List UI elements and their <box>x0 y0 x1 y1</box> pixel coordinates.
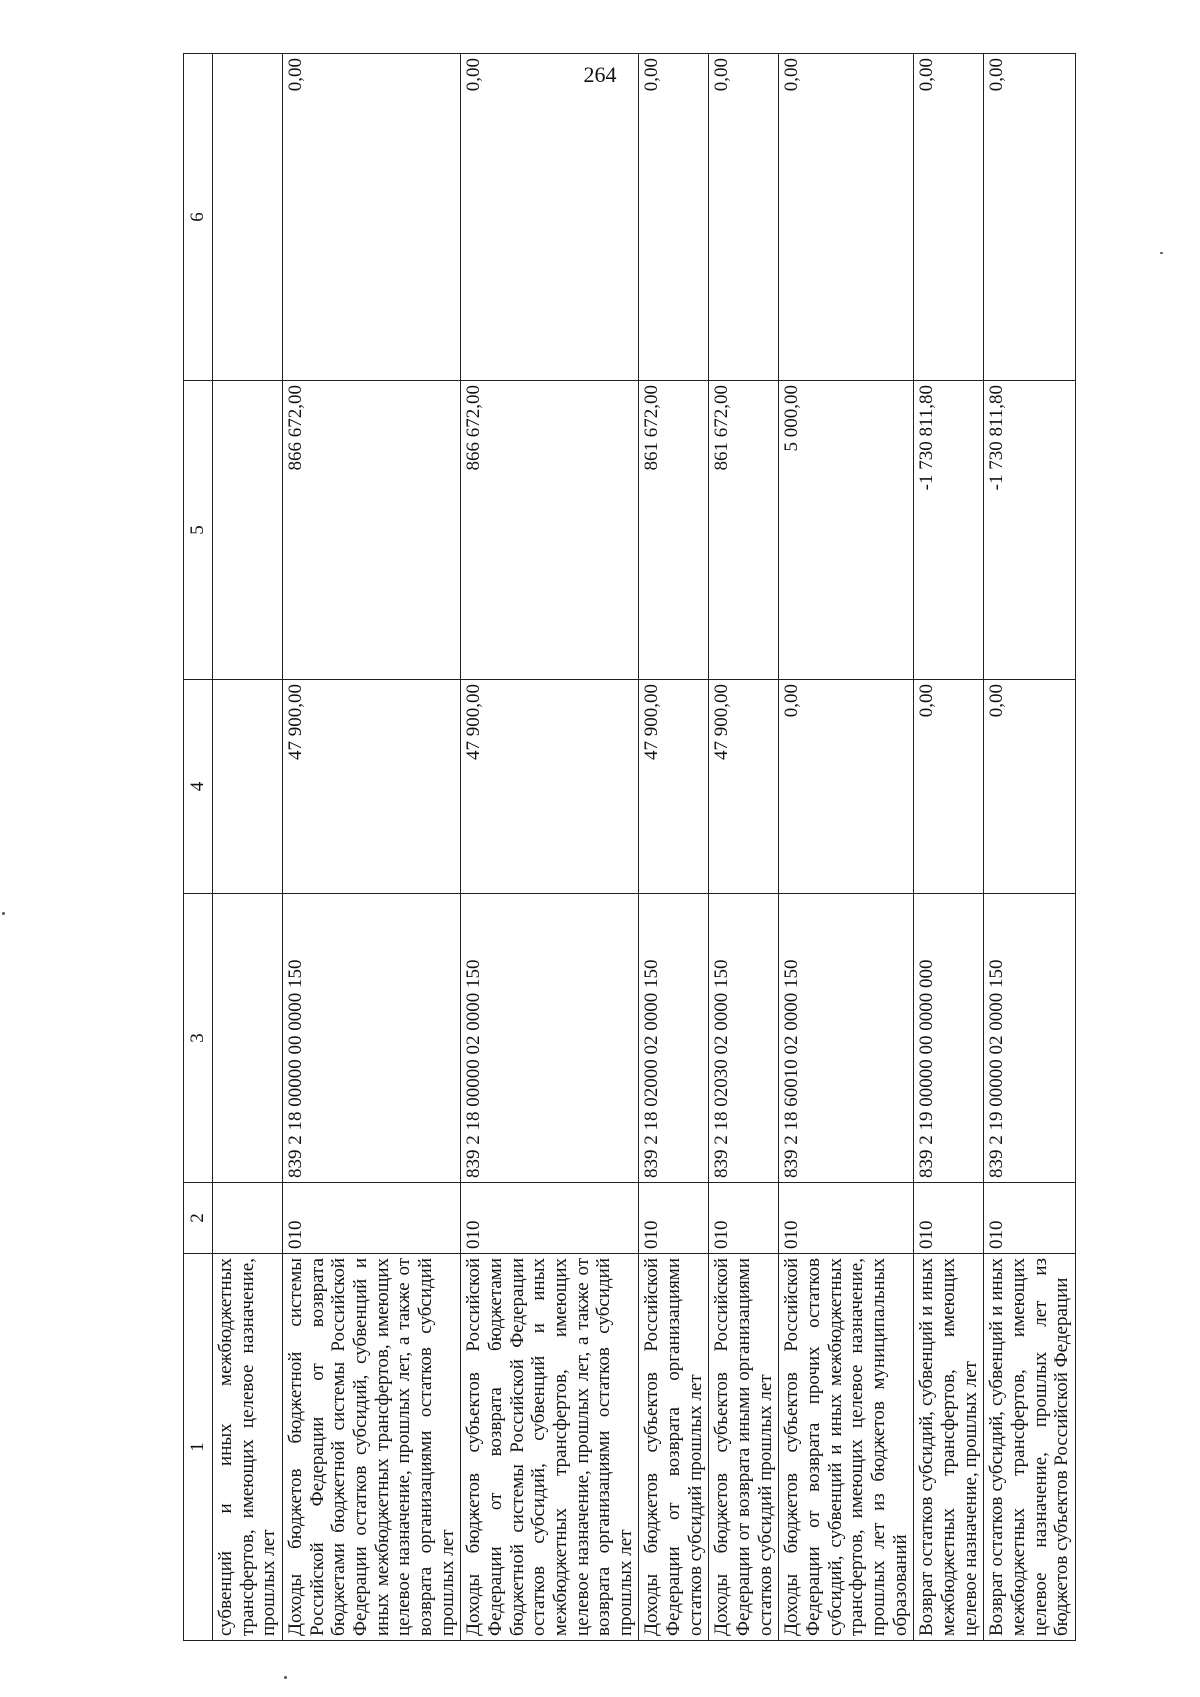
row-col5-value: 866 672,00 <box>461 381 639 680</box>
row-budget-code: 839 2 19 00000 00 0000 000 <box>914 894 984 1183</box>
page-number: 264 <box>583 62 617 87</box>
row-col5-value: 861 672,00 <box>639 381 709 680</box>
row-budget-code: 839 2 18 02000 02 0000 150 <box>639 894 709 1183</box>
row-name: субвенций и иных межбюджетных трансфертов, имеющих целевое назначение, прошлых лет <box>213 1254 283 1641</box>
row-line-code: 010 <box>282 1183 460 1254</box>
row-col5-value: 861 672,00 <box>709 381 779 680</box>
row-budget-code: 839 2 18 00000 02 0000 150 <box>461 894 639 1183</box>
row-col5-value <box>213 381 283 680</box>
budget-table <box>183 53 1076 1641</box>
column-header-3: 3 <box>184 894 213 1183</box>
row-line-code: 010 <box>914 1183 984 1254</box>
row-name: Возврат остатков субсидий, субвенций и иных межбюджетных трансфертов, имеющих целевое назначение, прошлых лет <box>914 1254 984 1641</box>
row-col6-value: 0,00 <box>779 54 914 381</box>
row-col4-value: 0,00 <box>914 680 984 894</box>
row-line-code: 010 <box>984 1183 1076 1254</box>
row-col6-value: 0,00 <box>461 54 639 381</box>
row-col4-value: 0,00 <box>779 680 914 894</box>
row-budget-code <box>213 894 283 1183</box>
row-budget-code: 839 2 18 02030 02 0000 150 <box>709 894 779 1183</box>
column-header-2: 2 <box>184 1183 213 1254</box>
table-row <box>639 54 709 1641</box>
column-header-6: 6 <box>184 54 213 381</box>
table-header-row <box>184 54 213 1641</box>
row-col4-value: 47 900,00 <box>461 680 639 894</box>
table-row <box>282 54 460 1641</box>
row-col4-value: 47 900,00 <box>709 680 779 894</box>
row-col5-value: -1 730 811,80 <box>914 381 984 680</box>
row-line-code: 010 <box>779 1183 914 1254</box>
scan-speck <box>2 912 5 915</box>
column-header-5: 5 <box>184 381 213 680</box>
row-col4-value: 0,00 <box>984 680 1076 894</box>
row-name: Доходы бюджетов субъектов Российской Федерации от возврата организациями остатков субсидий прошлых лет <box>639 1254 709 1641</box>
table-row <box>779 54 914 1641</box>
row-name: Доходы бюджетов субъектов Российской Федерации от возврата бюджетами бюджетной системы Российской Федерации остатков субсидий, субвенций и иных межбюджетных трансфертов, имеющих целевое назначение, прошлых лет, а также от возврата организациями остатков субсидий прошлых лет <box>461 1254 639 1641</box>
row-line-code: 010 <box>709 1183 779 1254</box>
row-col5-value: -1 730 811,80 <box>984 381 1076 680</box>
row-name: Доходы бюджетов субъектов Российской Федерации от возврата прочих остатков субсидий, субвенций и иных межбюджетных трансфертов, имеющих целевое назначение, прошлых лет из бюджетов муниципальных образований <box>779 1254 914 1641</box>
scan-speck <box>284 1676 287 1679</box>
row-budget-code: 839 2 18 00000 00 0000 150 <box>282 894 460 1183</box>
row-col6-value: 0,00 <box>282 54 460 381</box>
row-col6-value <box>213 54 283 381</box>
column-header-4: 4 <box>184 680 213 894</box>
row-line-code: 010 <box>461 1183 639 1254</box>
table-row <box>213 54 283 1641</box>
row-col4-value <box>213 680 283 894</box>
row-name: Доходы бюджетов бюджетной системы Российской Федерации от возврата бюджетами бюджетной системы Российской Федерации остатков субсидий, субвенций и иных межбюджетных трансфертов, имеющих целевое назначение, прошлых лет, а также от возврата организациями остатков субсидий прошлых лет <box>282 1254 460 1641</box>
row-name: Доходы бюджетов субъектов Российской Федерации от возврата иными организациями остатков субсидий прошлых лет <box>709 1254 779 1641</box>
row-line-code: 010 <box>639 1183 709 1254</box>
row-line-code <box>213 1183 283 1254</box>
row-budget-code: 839 2 18 60010 02 0000 150 <box>779 894 914 1183</box>
row-col6-value: 0,00 <box>914 54 984 381</box>
row-col6-value: 0,00 <box>984 54 1076 381</box>
row-col6-value: 0,00 <box>709 54 779 381</box>
table-row <box>709 54 779 1641</box>
row-col5-value: 866 672,00 <box>282 381 460 680</box>
row-name: Возврат остатков субсидий, субвенций и иных межбюджетных трансфертов, имеющих целевое назначение, прошлых лет из бюджетов субъектов Российской Федерации <box>984 1254 1076 1641</box>
table-row <box>984 54 1076 1641</box>
row-col5-value: 5 000,00 <box>779 381 914 680</box>
row-col4-value: 47 900,00 <box>639 680 709 894</box>
row-col6-value: 0,00 <box>639 54 709 381</box>
scan-speck <box>1160 252 1163 254</box>
row-col4-value: 47 900,00 <box>282 680 460 894</box>
column-header-1: 1 <box>184 1254 213 1641</box>
table-row <box>914 54 984 1641</box>
table-row <box>461 54 639 1641</box>
row-budget-code: 839 2 19 00000 02 0000 150 <box>984 894 1076 1183</box>
